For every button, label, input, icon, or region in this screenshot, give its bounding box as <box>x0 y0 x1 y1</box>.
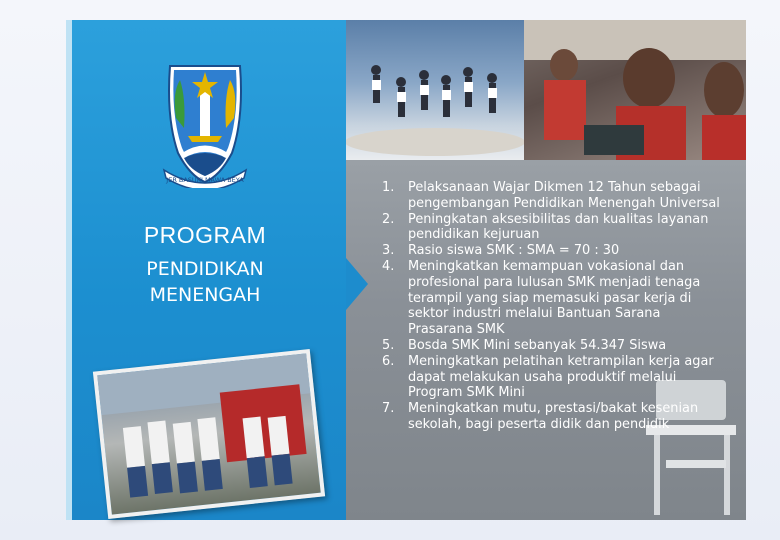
pointer-arrow <box>346 258 368 310</box>
list-item: 7. Meningkatkan mutu, prestasi/bakat kesenian sekolah, bagi peserta didik dan pendidik <box>382 401 699 432</box>
list-item: 2. Peningkatan aksesibilitas dan kualitas layanan pendidikan kejuruan <box>382 211 709 243</box>
jawa-timur-crest-icon <box>160 58 250 188</box>
panel-edge <box>66 20 72 520</box>
list-item: 6. Meningkatkan pelatihan ketrampilan kerja agar dapat melakukan usaha produktif melalui Program SMK Mini <box>382 353 714 401</box>
students-jumping-photo <box>346 20 524 160</box>
program-list <box>374 180 726 433</box>
list-item: 4. Meningkatkan kemampuan vokasional dan profesional para lulusan SMK menjadi tenaga terampil yang siap memasuki pasar kerja di sektor industri melalui Bantuan Sarana Prasarana SMK <box>382 258 701 338</box>
list-item: 1. Pelaksanaan Wajar Dikmen 12 Tahun sebagai pengembangan Pendidikan Menengah Universal <box>382 180 720 211</box>
list-item: 3. Rasio siswa SMK : SMA = 70 : 30 <box>382 243 620 259</box>
list-item: 5. Bosda SMK Mini sebanyak 54.347 Siswa <box>382 337 667 353</box>
students-group-photo <box>93 349 325 519</box>
workshop-students-photo <box>524 20 746 160</box>
logo-motto: JER BASUKI MAWA BEYA <box>166 176 244 184</box>
slide-title-line1: PROGRAM <box>143 222 267 248</box>
slide-title-line2: PENDIDIKAN MENENGAH <box>146 258 264 306</box>
